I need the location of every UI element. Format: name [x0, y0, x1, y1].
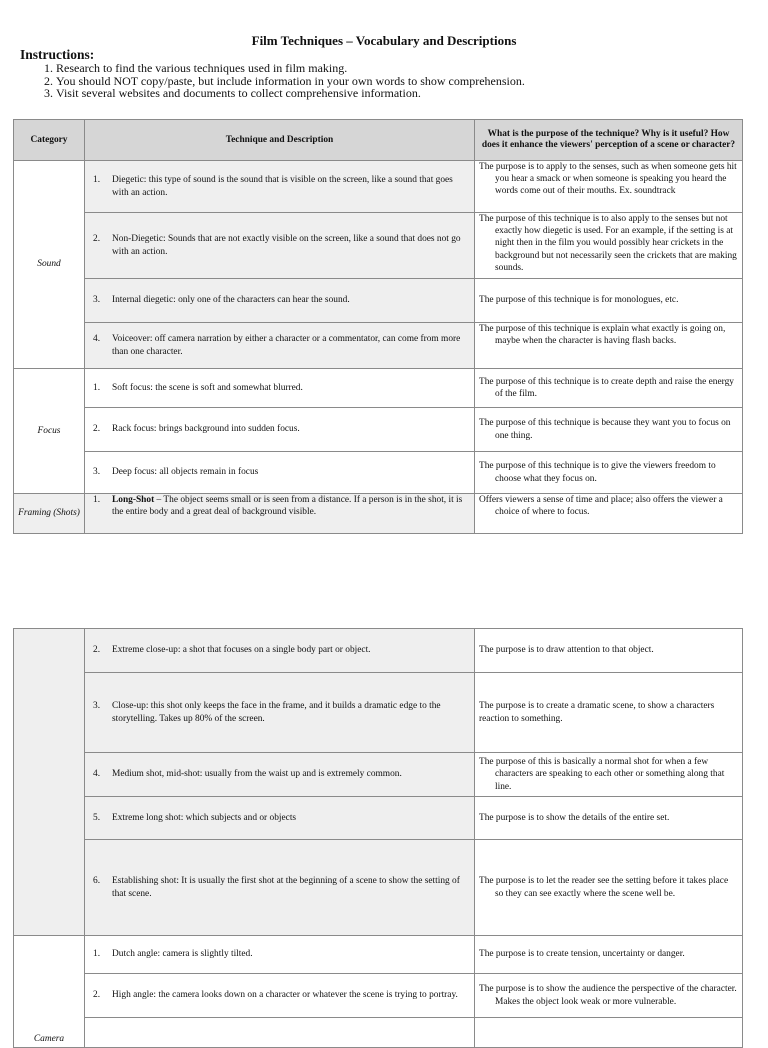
table-row [14, 161, 743, 213]
row-number: 2. [93, 990, 101, 1001]
technique-text: Non-Diegetic: Sounds that are not exactly visible on the screen, like a sound that does not go with an action. [112, 234, 461, 257]
techniques-table-page-2 [13, 628, 743, 1048]
table-row [14, 840, 743, 936]
table-row [14, 279, 743, 323]
row-number: 1. [93, 495, 101, 505]
instructions-list [36, 62, 756, 100]
row-number: 2. [93, 424, 101, 435]
category-framing: Framing (Shots) [14, 494, 85, 534]
row-number: 5. [93, 812, 101, 823]
category-sound: Sound [14, 161, 85, 369]
header-purpose: What is the purpose of the technique? Why is it useful? How does it enhance the viewers' perception of a scene or character? [475, 120, 743, 161]
table-row [14, 936, 743, 974]
table-row [14, 753, 743, 797]
technique-text: Voiceover: off camera narration by either a character or a commentator, can come from more than one character. [112, 334, 461, 357]
table-row [14, 629, 743, 673]
technique-text: Deep focus: all objects remain in focus [112, 467, 259, 478]
technique-text: Extreme close-up: a shot that focuses on a single body part or object. [112, 645, 371, 656]
empty-cell [85, 1018, 475, 1048]
table-row [14, 369, 743, 408]
empty-cell [475, 1018, 743, 1048]
purpose-text: The purpose is to apply to the senses, such as when someone gets hit you hear a smack or when someone is speaking you heard the words come out of their mouths. Ex. soundtrack [479, 162, 737, 197]
table-row [14, 673, 743, 753]
purpose-text: The purpose is to create a dramatic scene, to show a characters reaction to something. [479, 701, 715, 724]
table-row [14, 1018, 743, 1048]
purpose-text: The purpose is to show the audience the perspective of the character. Makes the object look weak or more vulnerable. [479, 984, 737, 1007]
header-technique: Technique and Description [85, 120, 475, 161]
technique-text: Soft focus: the scene is soft and somewhat blurred. [112, 382, 303, 393]
row-number: 4. [93, 769, 101, 780]
technique-text: Close-up: this shot only keeps the face in the frame, and it builds a dramatic edge to the storytelling. Takes up 80% of the screen. [112, 701, 441, 724]
row-number: 1. [93, 382, 101, 393]
table-row [14, 452, 743, 494]
table-row [14, 797, 743, 840]
row-number: 4. [93, 334, 101, 345]
row-number: 6. [93, 876, 101, 887]
technique-text: Extreme long shot: which subjects and or objects [112, 812, 297, 823]
purpose-text: The purpose of this technique is to also apply to the senses but not exactly how diegetic is used. For an example, if the setting is at night then in the film you would possibly hear crickets in the background but not necessarily seen the crickets that are making sounds. [479, 214, 737, 273]
purpose-text: The purpose of this is basically a normal shot for when a few characters are speaking to each other or something along that line. [479, 757, 725, 792]
technique-text: Diegetic: this type of sound is the sound that is visible on the screen, like a sound that goes with an action. [112, 175, 453, 198]
instructions-heading: Instructions: [20, 47, 95, 62]
category-framing-continued [14, 629, 85, 936]
row-number: 1. [93, 949, 101, 960]
header-category: Category [14, 120, 85, 161]
purpose-text: The purpose of this technique is to create depth and raise the energy of the film. [479, 376, 734, 399]
row-number: 1. [93, 175, 101, 186]
technique-text: Establishing shot: It is usually the first shot at the beginning of a scene to show the setting of that scene. [112, 876, 460, 899]
document-title: Film Techniques – Vocabulary and Descriptions [251, 33, 517, 48]
table-row [14, 408, 743, 452]
purpose-text: The purpose of this technique is for monologues, etc. [479, 295, 679, 306]
technique-text: – The object seems small or is seen from a distance. If a person is in the shot, it is the entire body and a great deal of background visible. [112, 495, 463, 518]
purpose-text: Offers viewers a sense of time and place; also offers the viewer a choice of where to focus. [479, 495, 723, 518]
technique-text: Medium shot, mid-shot: usually from the waist up and is extremely common. [112, 769, 402, 780]
purpose-text: The purpose is to create tension, uncertainty or danger. [479, 949, 685, 960]
category-focus: Focus [14, 369, 85, 494]
row-number: 2. [93, 645, 101, 656]
technique-text: Rack focus: brings background into sudden focus. [112, 424, 300, 435]
technique-term: Long-Shot [112, 495, 155, 505]
purpose-text: The purpose is to show the details of the entire set. [479, 812, 670, 823]
instruction-item: 3. Visit several websites and documents to collect comprehensive information. [56, 87, 756, 100]
row-number: 2. [93, 234, 101, 245]
table-row [14, 323, 743, 369]
table-header-row [14, 120, 743, 161]
category-camera: Camera [14, 936, 85, 1048]
purpose-text: The purpose is to let the reader see the setting before it takes place so they can see exactly where the scene well be. [479, 876, 729, 899]
purpose-text: The purpose is to draw attention to that object. [479, 645, 654, 656]
row-number: 3. [93, 701, 101, 712]
purpose-text: The purpose of this technique is to give the viewers freedom to choose what they focus on. [479, 461, 716, 484]
table-row [14, 213, 743, 279]
instruction-item: 2. You should NOT copy/paste, but include information in your own words to show comprehension. [56, 75, 756, 88]
purpose-text: The purpose of this technique is explain what exactly is going on, maybe when the character is having flash backs. [479, 324, 726, 347]
techniques-table-page-1 [13, 119, 743, 534]
row-number: 3. [93, 467, 101, 478]
technique-text: High angle: the camera looks down on a character or whatever the scene is trying to portray. [112, 990, 458, 1001]
row-number: 3. [93, 295, 101, 306]
technique-text: Internal diegetic: only one of the characters can hear the sound. [112, 295, 350, 306]
technique-text: Dutch angle: camera is slightly tilted. [112, 949, 253, 960]
table-row [14, 974, 743, 1018]
table-row [14, 494, 743, 534]
instruction-item: 1. Research to find the various techniques used in film making. [56, 62, 756, 75]
purpose-text: The purpose of this technique is because they want you to focus on one thing. [479, 418, 731, 441]
